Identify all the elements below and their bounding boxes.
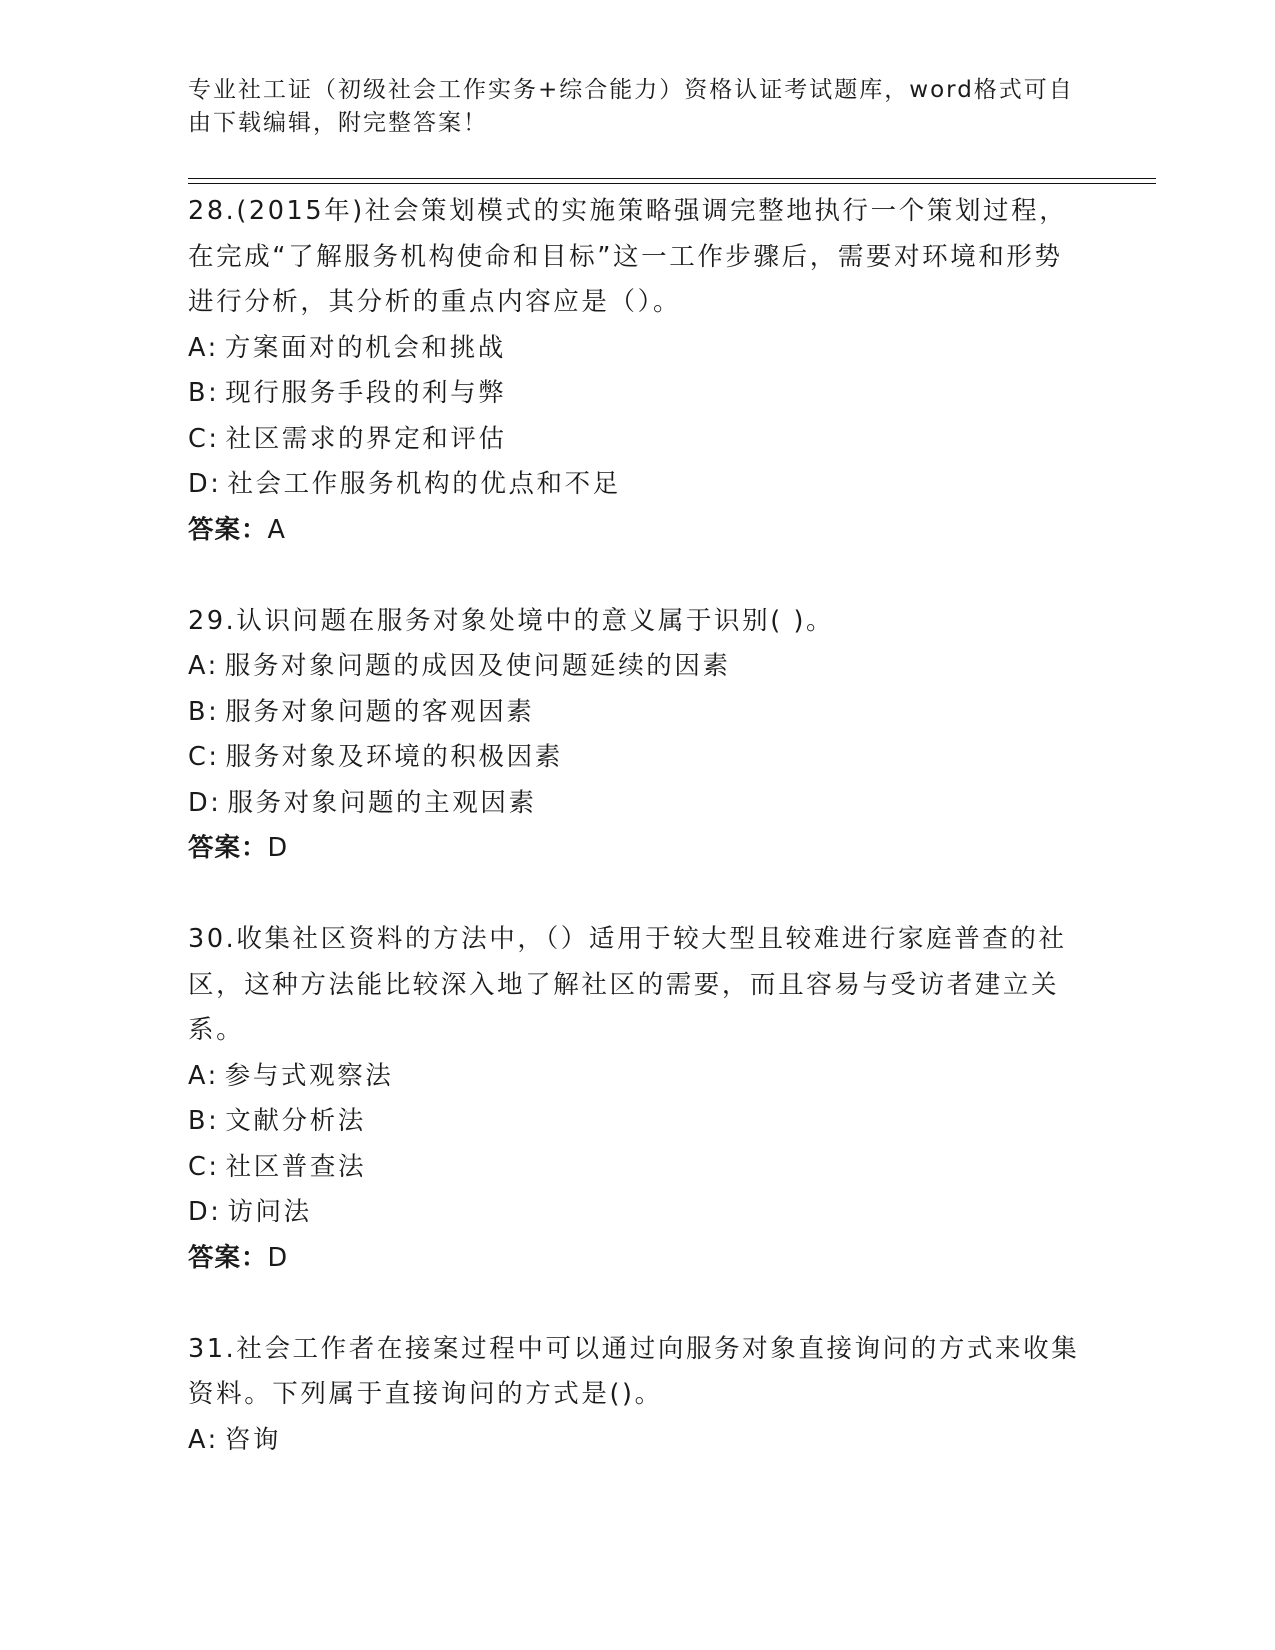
option-letter: B: [188, 1106, 220, 1136]
option-text: 参与式观察法 [224, 1060, 394, 1091]
question-gap [188, 1281, 1088, 1327]
option-text: 现行服务手段的利与弊 [225, 378, 507, 408]
option-a [188, 644, 1088, 690]
option-letter: C: [188, 423, 220, 454]
option-text: 社会工作服务机构的优点和不足 [227, 469, 621, 499]
option-text: 咨询 [224, 1424, 281, 1455]
option-text: 方案面对的机会和挑战 [224, 332, 506, 363]
option-text: 文献分析法 [225, 1106, 366, 1136]
option-c [188, 1145, 1088, 1191]
question-gap [188, 553, 1088, 599]
option-letter: D: [188, 1197, 222, 1227]
option-c [188, 735, 1088, 781]
document-header [188, 74, 1088, 140]
question-stem: 29.认识问题在服务对象处境中的意义属于识别( )。 [188, 605, 835, 636]
answer-line [188, 826, 1088, 872]
question-29 [188, 599, 1088, 872]
answer-value: D [267, 833, 289, 863]
option-letter: C: [188, 742, 220, 772]
question-gap [188, 872, 1088, 918]
option-text: 服务对象问题的客观因素 [225, 696, 535, 727]
option-letter: B: [188, 696, 220, 727]
question-stem: 30.收集社区资料的方法中，（）适用于较大型且较难进行家庭普查的社区，这种方法能比较深入地了解社区的需要，而且容易与受访者建立关系。 [188, 924, 1067, 1045]
question-list [188, 189, 1088, 1463]
option-letter: A: [188, 651, 219, 681]
answer-value: A [267, 514, 286, 545]
question-31 [188, 1327, 1088, 1464]
header-text: 专业社工证（初级社会工作实务+综合能力）资格认证考试题库，word格式可自由下载编辑，附完整答案！ [188, 77, 1074, 136]
option-letter: A: [188, 1060, 219, 1091]
question-30 [188, 917, 1088, 1281]
question-stem: 31.社会工作者在接案过程中可以通过向服务对象直接询问的方式来收集资料。下列属于直接询问的方式是()。 [188, 1333, 1080, 1409]
option-a [188, 326, 1088, 372]
header-divider-top [188, 178, 1156, 179]
answer-line [188, 508, 1088, 554]
option-letter: A: [188, 332, 219, 363]
option-b [188, 371, 1088, 417]
option-d [188, 781, 1088, 827]
option-text: 服务对象问题的主观因素 [227, 787, 537, 818]
option-letter: B: [188, 378, 220, 408]
question-28 [188, 189, 1088, 553]
option-text: 服务对象及环境的积极因素 [225, 742, 563, 772]
answer-label: 答案： [188, 514, 268, 545]
option-text: 访问法 [227, 1197, 312, 1227]
option-d [188, 462, 1088, 508]
option-a [188, 1054, 1088, 1100]
option-text: 社区需求的界定和评估 [225, 423, 507, 454]
option-c [188, 417, 1088, 463]
option-letter: D: [188, 469, 222, 499]
answer-value: D [267, 1242, 289, 1273]
header-divider-bottom [188, 183, 1156, 184]
question-stem: 28.(2015年)社会策划模式的实施策略强调完整地执行一个策划过程，在完成“了解服务机构使命和目标”这一工作步骤后，需要对环境和形势进行分析，其分析的重点内容应是（）。 [188, 196, 1068, 317]
option-letter: C: [188, 1151, 220, 1182]
option-letter: A: [188, 1424, 219, 1455]
option-b [188, 690, 1088, 736]
option-d [188, 1190, 1088, 1236]
answer-label: 答案： [188, 833, 268, 863]
option-b [188, 1099, 1088, 1145]
option-letter: D: [188, 787, 222, 818]
option-text: 社区普查法 [225, 1151, 367, 1182]
answer-line [188, 1236, 1088, 1282]
option-text: 服务对象问题的成因及使问题延续的因素 [224, 651, 731, 681]
option-a [188, 1418, 1088, 1464]
answer-label: 答案： [188, 1242, 268, 1273]
